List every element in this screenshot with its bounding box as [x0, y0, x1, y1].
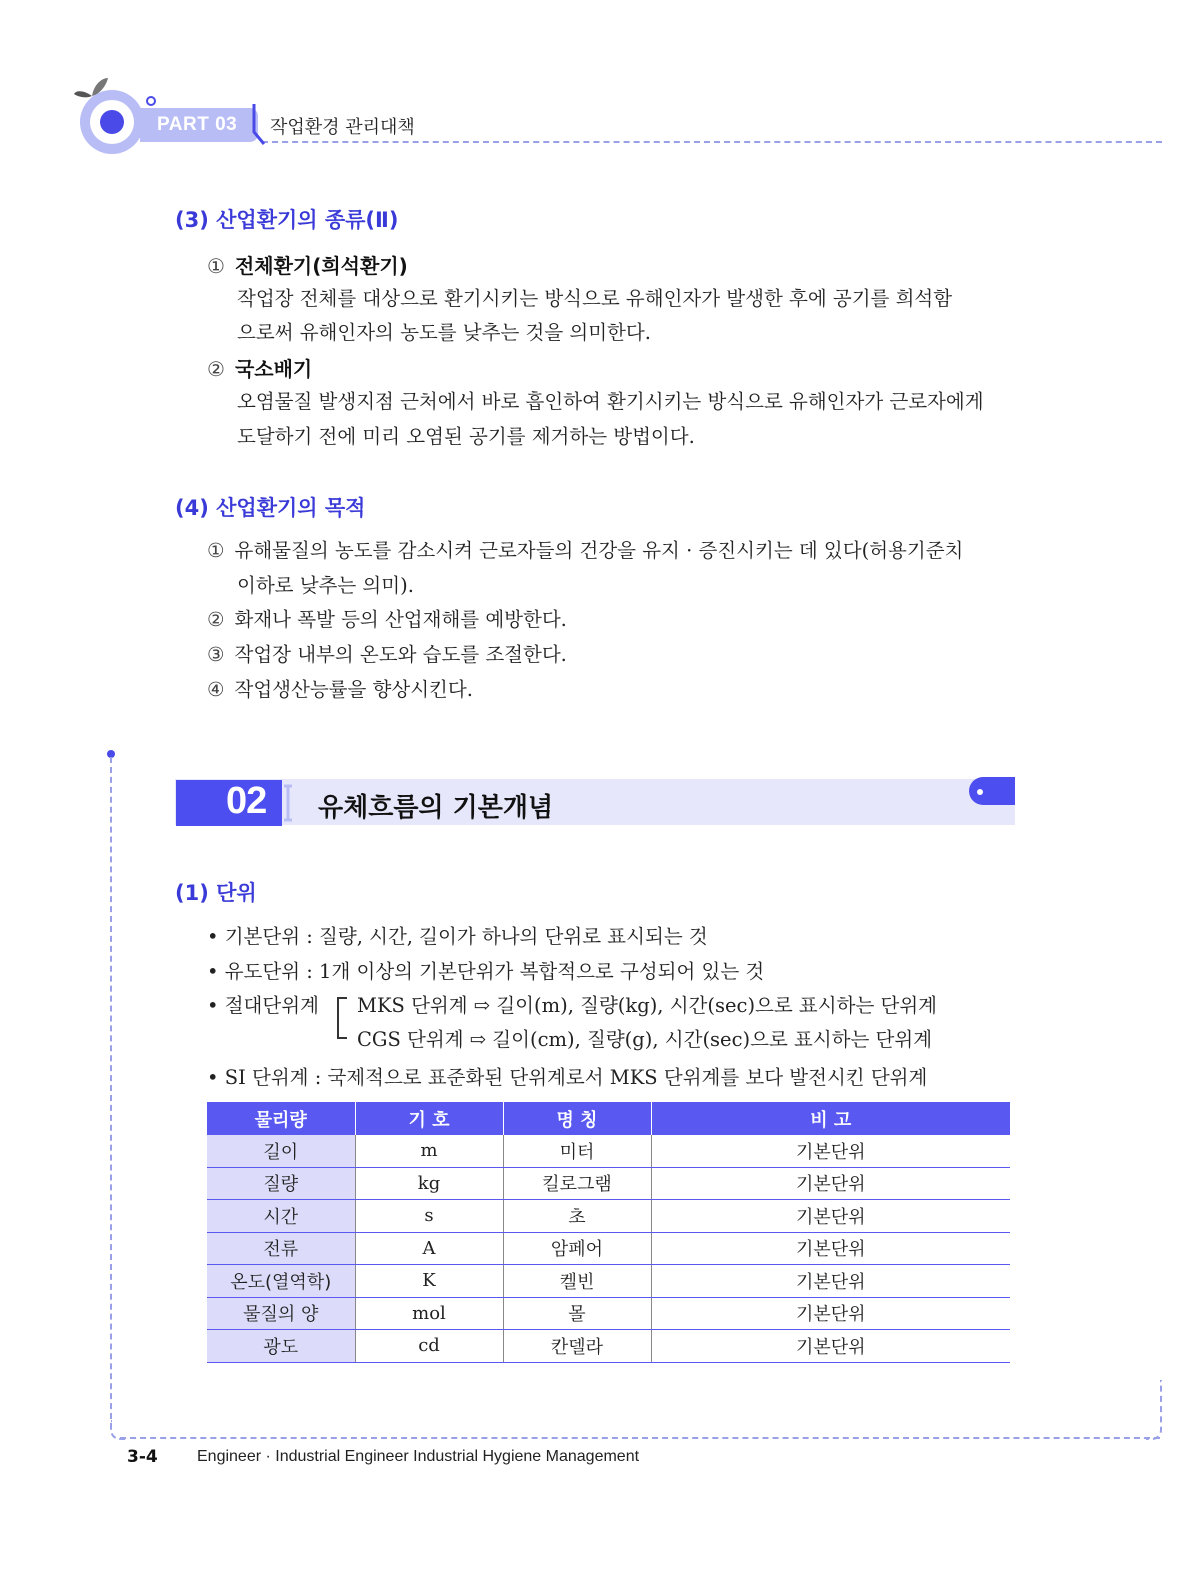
absolute-unit-line: MKS 단위계 ⇨ 길이(m), 질량(kg), 시간(sec)으로 표시하는 단위계	[357, 994, 937, 1017]
table-cell: 칸델라	[503, 1330, 651, 1363]
table-cell: s	[355, 1200, 503, 1233]
table-row	[207, 1297, 1010, 1330]
table-cell: 기본단위	[651, 1135, 1010, 1167]
section-heading-3: (3) 산업환기의 종류(Ⅱ)	[175, 208, 399, 232]
item-heading-2: ② 국소배기	[207, 357, 313, 381]
body-line: 도달하기 전에 미리 오염된 공기를 제거하는 방법이다.	[237, 425, 695, 448]
header-slash	[252, 104, 266, 146]
list-item: ② 화재나 폭발 등의 산업재해를 예방한다.	[207, 608, 567, 631]
table-row	[207, 1330, 1010, 1363]
table-header: 기 호	[355, 1102, 503, 1135]
table-cell: 미터	[503, 1135, 651, 1167]
item-heading-1: ① 전체환기(희석환기)	[207, 254, 408, 278]
frame-line-left	[110, 757, 112, 1429]
leaf-icon	[72, 72, 112, 102]
table-cell: 질량	[207, 1167, 355, 1200]
table-cell: 기본단위	[651, 1265, 1010, 1298]
table-cell: 암페어	[503, 1232, 651, 1265]
frame-line-bottom	[120, 1437, 1160, 1439]
body-line: 작업장 전체를 대상으로 환기시키는 방식으로 유해인자가 발생한 후에 공기를 희석함	[237, 287, 953, 310]
page-number: 3-4	[127, 1447, 158, 1467]
table-header-row	[207, 1102, 1010, 1135]
chapter-number: 02	[226, 780, 267, 822]
table-cell: K	[355, 1265, 503, 1298]
table-cell: 물질의 양	[207, 1297, 355, 1330]
list-item: ④ 작업생산능률을 향상시킨다.	[207, 678, 473, 701]
part-circle-dot	[100, 110, 124, 134]
table-row	[207, 1135, 1010, 1167]
list-item-cont: 이하로 낮추는 의미).	[237, 574, 414, 597]
table-cell: m	[355, 1135, 503, 1167]
chapter-connector	[282, 780, 296, 826]
table-cell: 켈빈	[503, 1265, 651, 1298]
table-row	[207, 1232, 1010, 1265]
chapter-band	[175, 779, 1015, 825]
header-divider	[262, 141, 1162, 143]
table-row	[207, 1265, 1010, 1298]
bullet-line: • 절대단위계	[207, 994, 319, 1017]
table-cell: 기본단위	[651, 1330, 1010, 1363]
chapter-title: 유체흐름의 기본개념	[318, 793, 554, 823]
table-row	[207, 1167, 1010, 1200]
table-cell: kg	[355, 1167, 503, 1200]
table-header: 물리량	[207, 1102, 355, 1135]
bullet-line: • SI 단위계 : 국제적으로 표준화된 단위계로서 MKS 단위계를 보다 발전시킨 단위계	[207, 1066, 928, 1089]
table-cell: 광도	[207, 1330, 355, 1363]
table-header: 명 칭	[503, 1102, 651, 1135]
table-cell: 온도(열역학)	[207, 1265, 355, 1298]
part-title: 작업환경 관리대책	[270, 117, 415, 138]
small-ring-icon	[144, 94, 158, 108]
table-cell: 시간	[207, 1200, 355, 1233]
bracket	[337, 997, 347, 1039]
footer-text: Engineer · Industrial Engineer Industrial Hygiene Management	[197, 1448, 640, 1465]
body-line: 오염물질 발생지점 근처에서 바로 흡인하여 환기시키는 방식으로 유해인자가 근로자에게	[237, 390, 984, 413]
table-cell: A	[355, 1232, 503, 1265]
table-row	[207, 1200, 1010, 1233]
chapter-tab-dot	[977, 789, 983, 795]
section-heading-units: (1) 단위	[175, 881, 257, 905]
body-line: 으로써 유해인자의 농도를 낮추는 것을 의미한다.	[237, 321, 651, 344]
list-item: ① 유해물질의 농도를 감소시켜 근로자들의 건강을 유지 · 증진시키는 데 있다(허용기준치	[207, 539, 964, 562]
part-label: PART 03	[157, 114, 238, 135]
table-cell: mol	[355, 1297, 503, 1330]
section-heading-4: (4) 산업환기의 목적	[175, 496, 366, 520]
table-header: 비 고	[651, 1102, 1010, 1135]
table-cell: 기본단위	[651, 1297, 1010, 1330]
chapter-tab	[969, 777, 1015, 805]
table-cell: 킬로그램	[503, 1167, 651, 1200]
table-cell: 초	[503, 1200, 651, 1233]
table-cell: 기본단위	[651, 1232, 1010, 1265]
table-cell: cd	[355, 1330, 503, 1363]
table-cell: 길이	[207, 1135, 355, 1167]
list-item: ③ 작업장 내부의 온도와 습도를 조절한다.	[207, 643, 567, 666]
table-cell: 기본단위	[651, 1167, 1010, 1200]
table-cell: 전류	[207, 1232, 355, 1265]
absolute-unit-line: CGS 단위계 ⇨ 길이(cm), 질량(g), 시간(sec)으로 표시하는 단위계	[357, 1028, 933, 1051]
bullet-line: • 기본단위 : 질량, 시간, 길이가 하나의 단위로 표시되는 것	[207, 925, 708, 948]
table-cell: 몰	[503, 1297, 651, 1330]
bullet-line: • 유도단위 : 1개 이상의 기본단위가 복합적으로 구성되어 있는 것	[207, 960, 765, 983]
units-table	[207, 1102, 1010, 1363]
frame-corner-right	[1146, 1380, 1162, 1440]
table-cell: 기본단위	[651, 1200, 1010, 1233]
